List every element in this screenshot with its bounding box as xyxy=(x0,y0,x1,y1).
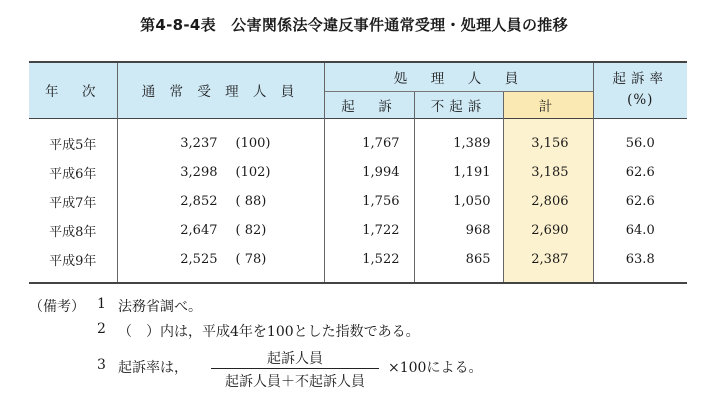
table-row xyxy=(29,216,687,245)
header-year: 年 次 xyxy=(29,62,117,118)
cell-rate: 64.0 xyxy=(593,216,687,245)
fraction-numerator: 起訴人員 xyxy=(267,351,323,367)
notes-label: （備考） xyxy=(29,299,85,315)
cell-indicted: 1,994 xyxy=(324,158,414,187)
table-body xyxy=(29,118,687,283)
header-total: 計 xyxy=(503,91,593,118)
received-value: 3,237 xyxy=(180,135,218,151)
note-1-number: 1 xyxy=(97,296,106,312)
note-3-number: 3 xyxy=(97,357,106,373)
table-row xyxy=(29,158,687,187)
header-rate-label: 起訴率 xyxy=(612,71,668,88)
header-indicted: 起 訴 xyxy=(324,91,414,118)
table-title: 第4-8-4表 公害関係法令違反事件通常受理・処理人員の推移 xyxy=(140,16,568,34)
cell-received xyxy=(117,216,324,245)
note-2-text: （ ）内は，平成4年を100とした指数である。 xyxy=(118,324,420,340)
cell-received xyxy=(117,158,324,187)
cell-received xyxy=(117,245,324,283)
cell-not-indicted: 865 xyxy=(414,245,503,283)
table-row xyxy=(29,187,687,216)
cell-year: 平成8年 xyxy=(49,224,97,240)
received-value: 2,647 xyxy=(180,222,218,238)
received-index: (102) xyxy=(235,164,271,180)
cell-total: 2,387 xyxy=(503,245,593,283)
header-processed: 処 理 人 員 xyxy=(324,62,593,91)
cell-received xyxy=(117,118,324,158)
header-rate-unit: (%) xyxy=(627,92,654,109)
cell-rate: 62.6 xyxy=(593,187,687,216)
header-not-indicted: 不起訴 xyxy=(414,91,503,118)
fraction-suffix: ×100による。 xyxy=(388,360,483,376)
cell-rate: 62.6 xyxy=(593,158,687,187)
cell-not-indicted: 1,050 xyxy=(414,187,503,216)
cell-indicted: 1,767 xyxy=(324,118,414,158)
cell-received xyxy=(117,187,324,216)
fraction-denominator: 起訴人員＋不起訴人員 xyxy=(225,374,365,390)
table-row xyxy=(29,118,687,158)
data-table xyxy=(29,61,687,284)
cell-year: 平成6年 xyxy=(49,166,97,182)
cell-total: 3,156 xyxy=(503,118,593,158)
received-index: (100) xyxy=(235,135,271,151)
cell-not-indicted: 1,191 xyxy=(414,158,503,187)
cell-year: 平成9年 xyxy=(29,245,117,283)
cell-indicted: 1,722 xyxy=(324,216,414,245)
header-received: 通 常 受 理 人 員 xyxy=(117,62,324,118)
note-3-text: 起訴率は， xyxy=(118,360,188,376)
cell-total: 2,690 xyxy=(503,216,593,245)
note-2-number: 2 xyxy=(97,321,106,337)
cell-total: 3,185 xyxy=(503,158,593,187)
rate-formula-fraction xyxy=(205,348,385,391)
cell-rate: 56.0 xyxy=(593,118,687,158)
cell-indicted: 1,756 xyxy=(324,187,414,216)
cell-indicted: 1,522 xyxy=(324,245,414,283)
cell-year: 平成7年 xyxy=(49,195,97,211)
cell-rate: 63.8 xyxy=(593,245,687,283)
table-row xyxy=(29,245,687,283)
cell-year: 平成5年 xyxy=(29,118,117,158)
received-index: ( 82) xyxy=(235,222,267,238)
cell-total: 2,806 xyxy=(503,187,593,216)
cell-not-indicted: 968 xyxy=(414,216,503,245)
note-1-text: 法務省調べ。 xyxy=(118,299,202,315)
received-value: 2,525 xyxy=(180,251,218,267)
received-value: 2,852 xyxy=(180,193,218,209)
received-index: ( 88) xyxy=(235,193,267,209)
header-rate xyxy=(593,62,687,118)
received-index: ( 78) xyxy=(235,251,267,267)
received-value: 3,298 xyxy=(180,164,218,180)
cell-not-indicted: 1,389 xyxy=(414,118,503,158)
